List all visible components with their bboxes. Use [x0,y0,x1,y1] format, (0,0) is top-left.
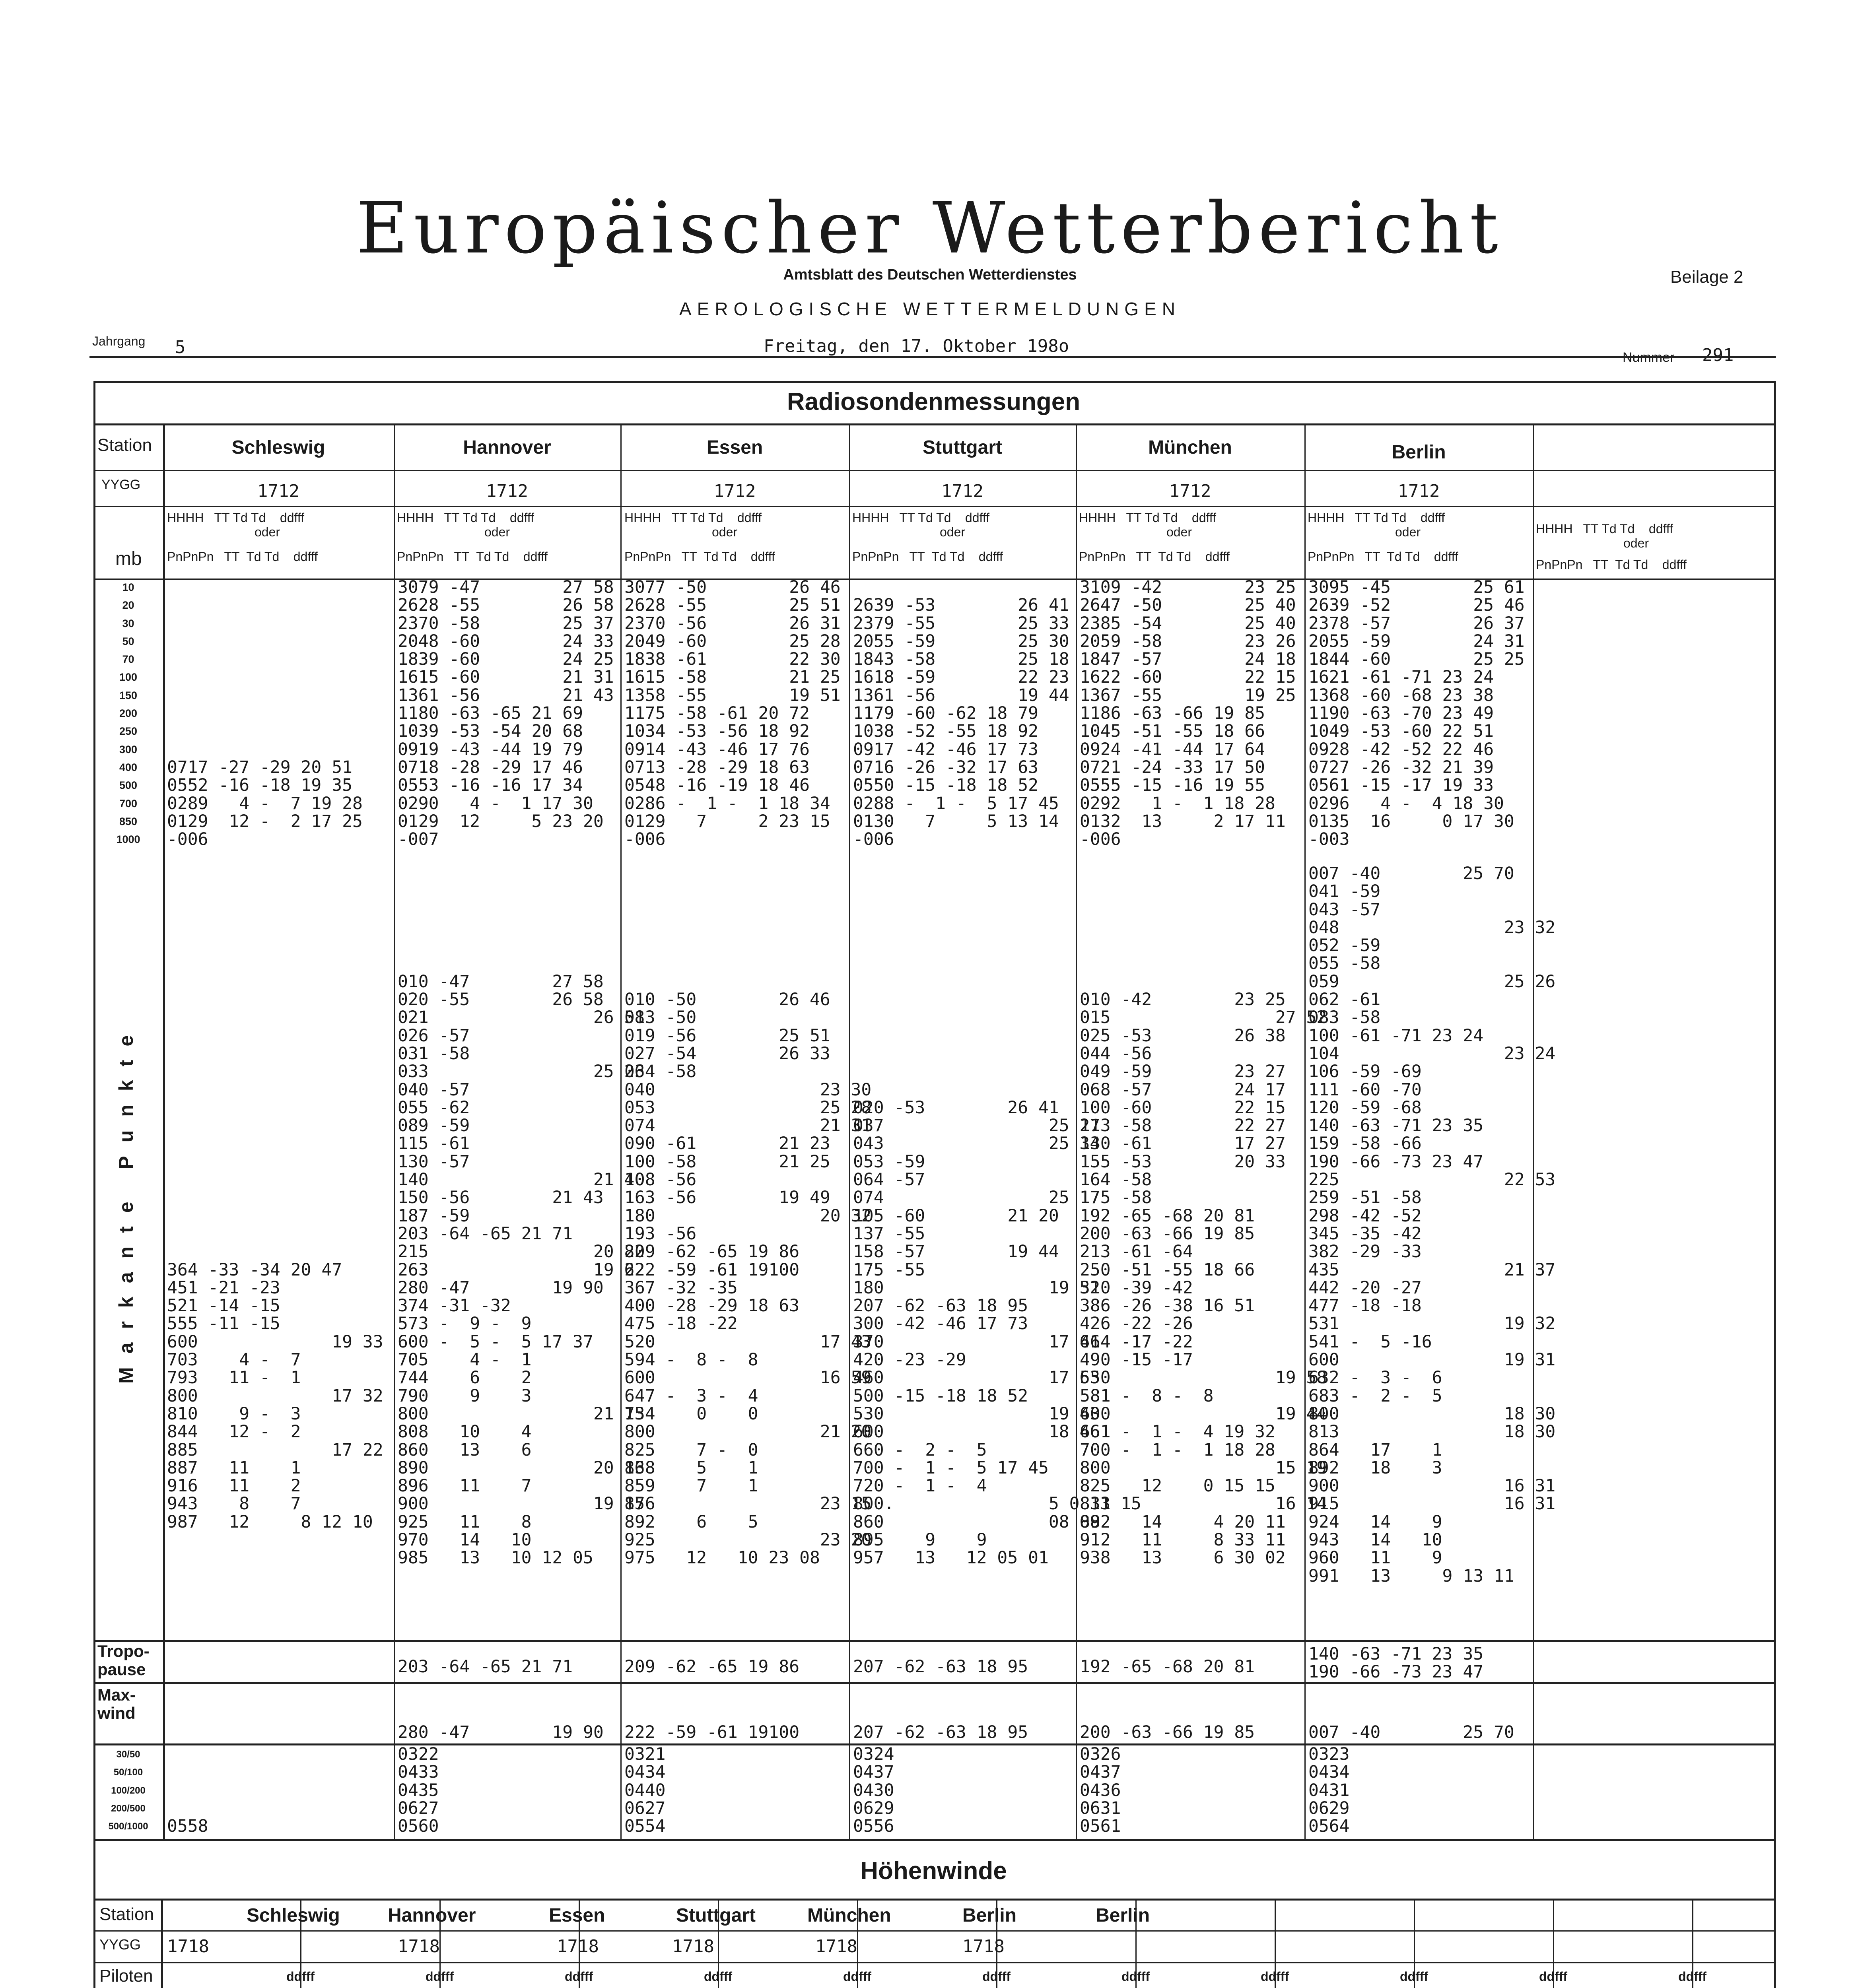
station-name: München [1148,437,1232,458]
table-border [93,1839,1776,1841]
ddfff-label: ddfff [1400,1969,1429,1984]
yygg-label: YYGG [99,1936,141,1953]
column-legend-bottom: PnPnPn TT Td Td ddfff [1536,557,1687,572]
marked-points-column: 010 -47 27 58 020 -55 26 58 021 26 58 026 -57 031 -58 033 25 26 040 -57 055 -62 089 -59 115 -61 130 -57 140 21 40 150 -56 21 43 187 -59 203 -64 -65 21 71 215 20 82 263 19 62 280 -47 19 90 374 -31 -32 573 - 9 - 9 600 - 5 - 5 17 37 705 4 - 1 744 6 2 790 9 3 800 21 15 808 10 4 860 13 6 890 20 16 896 11 7 900 19 15 925 11 8 970 14 10 985 13 10 12 05 [398,971,645,1568]
marked-points-label: Markante Punkte [115,1021,137,1384]
upper-winds-heading: Höhenwinde [860,1857,1007,1885]
sounding-column: 2639 -53 26 41 2379 -55 25 33 2055 -59 25 30 1843 -58 25 18 1618 -59 22 23 1361 -56 19 44 1179 -60 -62 18 79 1038 -52 -55 18 92 0917 -42 -46 17 73 0716 -26 -32 17 63 0550 -15 -18 18 52 0288 - 1 - 5 17 45 0130 7 5 13 14 -006 [853,595,1069,850]
yygg-value: 1718 [167,1936,209,1957]
tropopause-label: Tropo- pause [97,1642,150,1679]
publisher-line: Amtsblatt des Deutschen Wetterdienstes [783,266,1077,283]
shear-column: 0324 0437 0430 0629 0556 [853,1744,894,1837]
station-name: Berlin [962,1905,1017,1926]
column-legend-top: HHHH TT Td Td ddfff [1308,511,1445,525]
column-legend-bottom: PnPnPn TT Td Td ddfff [624,549,775,564]
yygg-value: 1718 [672,1936,714,1957]
station-label: Station [97,435,152,455]
marked-points-column: 010 -50 26 46 013 -50 019 -56 25 51 027 -54 26 33 034 -58 040 23 30 053 25 28 074 21 31 090 -61 21 23 100 -58 21 25 108 -56 163 -56 19 49 180 20 32 193 -56 209 -62 -65 19 86 222 -59 -61 19100 367 -32 -35 400 -28 -29 18 63 475 -18 -22 520 17 43 594 - 8 - 8 600 16 59 647 - 3 - 4 734 0 0 800 21 20 825 7 - 0 838 5 1 859 7 1 876 23 15 892 6 5 925 23 20 975 12 10 23 08 [624,990,872,1568]
column-legend-mid: oder [1623,536,1649,550]
yygg-label: YYGG [101,477,141,492]
ddfff-label: ddfff [1261,1969,1289,1984]
column-divider [161,1899,163,1988]
maxwind-value: 280 -47 19 90 [398,1722,604,1742]
ddfff-label: ddfff [286,1969,315,1984]
marked-points-column: 020 -53 26 41 037 25 27 043 25 34 053 -59 064 -57 074 25 17 105 -60 21 20 137 -55 158 -57 19 44 175 -55 180 19 52 207 -62 -63 18 95 300 -42 -46 17 73 370 17 61 420 -23 -29 460 17 63 500 -15 -18 18 52 530 19 43 600 18 46 660 - 2 - 5 700 - 1 - 5 17 45 720 - 1 - 4 800. 5 0 13 15 860 08 09 895 9 9 957 13 12 05 01 [853,1097,1141,1568]
column-legend-mid: oder [484,525,510,539]
marked-points-column: 007 -40 25 70 041 -59 043 -57 048 23 32 052 -59 055 -58 059 25 26 062 -61 083 -58 100 -61 -71 23 24 104 23 24 106 -59 -69 111 -60 -70 120 -59 -68 140 -63 -71 23 35 159 -58 -66 190 -66 -73 23 47 225 22 53 259 -51 -58 298 -42 -52 345 -35 -42 382 -29 -33 435 21 37 442 -20 -27 477 -18 -18 531 19 32 541 - 5 -16 600 19 31 632 - 3 - 6 683 - 2 - 5 800 18 30 813 18 30 864 17 1 892 18 3 900 16 31 915 16 31 924 14 9 943 14 10 960 11 9 991 13 9 13 11 [1308,864,1556,1586]
page-title: Europäischer Wetterbericht [356,187,1504,269]
tropopause-value: 207 -62 -63 18 95 [853,1657,1028,1677]
station-name: Stuttgart [923,437,1002,458]
yygg-value: 1712 [1397,481,1440,501]
table-border [93,1962,1776,1963]
table-border [93,1640,1776,1642]
yygg-value: 1712 [1169,481,1211,501]
station-name: Essen [549,1905,605,1926]
sounding-column: 3095 -45 25 61 2639 -52 25 46 2378 -57 26 37 2055 -59 24 31 1844 -60 25 25 1621 -61 -71 23 24 1368 -60 -68 23 38 1190 -63 -70 23 49 1049 -53 -60 22 51 0928 -42 -52 22 46 0727 -26 -32 21 39 0561 -15 -17 19 33 0296 4 - 4 18 30 0135 16 0 17 30 -003 [1308,577,1525,850]
station-name: Hannover [463,437,551,458]
maxwind-value: 222 -59 -61 19100 [624,1722,800,1742]
supplement-label: Beilage 2 [1670,267,1743,287]
mb-label: mb [115,548,142,569]
maxwind-value: 007 -40 25 70 [1308,1722,1514,1742]
jahrgang-value: 5 [175,337,186,357]
column-legend-top: HHHH TT Td Td ddfff [1079,511,1217,525]
pressure-levels: 10 20 30 50 70 100 150 200 250 300 400 500 700 850 1000 [116,581,140,846]
station-name: Berlin [1096,1905,1150,1926]
column-legend-mid: oder [712,525,738,539]
station-name: Stuttgart [676,1905,756,1926]
column-legend-top: HHHH TT Td Td ddfff [167,511,305,525]
ddfff-label: ddfff [1539,1969,1568,1984]
column-legend-mid: oder [1395,525,1421,539]
ddfff-label: ddfff [982,1969,1011,1984]
column-legend-top: HHHH TT Td Td ddfff [1536,522,1673,536]
sounding-column: 0717 -27 -29 20 51 0552 -16 -18 19 35 0289 4 - 7 19 28 0129 12 - 2 17 25 -006 [167,757,363,850]
station-label: Station [99,1905,154,1924]
table-border [93,1899,1776,1901]
ddfff-label: ddfff [704,1969,733,1984]
piloten-label: Piloten [99,1966,153,1986]
sounding-column: 3077 -50 26 46 2628 -55 25 51 2370 -56 26 31 2049 -60 25 28 1838 -61 22 30 1615 -58 21 25 1358 -55 19 51 1175 -58 -61 20 72 1034 -53 -56 18 92 0914 -43 -46 17 76 0713 -28 -29 18 63 0548 -16 -19 18 46 0286 - 1 - 1 18 34 0129 7 2 23 15 -006 [624,577,841,850]
sounding-column: 3079 -47 27 58 2628 -55 26 58 2370 -58 25 37 2048 -60 24 33 1839 -60 24 25 1615 -60 21 31 1361 -56 21 43 1180 -63 -65 21 69 1039 -53 -54 20 68 0919 -43 -44 19 79 0718 -28 -29 17 46 0553 -16 -16 17 34 0290 4 - 1 17 30 0129 12 5 23 20 -007 [398,577,614,850]
shear-column: 0323 0434 0431 0629 0564 [1308,1744,1350,1837]
table-border [93,470,1776,471]
tropopause-value: 192 -65 -68 20 81 [1080,1657,1255,1677]
column-divider [163,423,165,1839]
station-name: Essen [706,437,763,458]
station-name: München [807,1905,891,1926]
tropopause-value: 140 -63 -71 23 35 190 -66 -73 23 47 [1308,1644,1484,1682]
column-legend-bottom: PnPnPn TT Td Td ddfff [1308,549,1458,564]
station-name: Berlin [1392,442,1446,463]
section-title: AEROLOGISCHE WETTERMELDUNGEN [679,299,1181,319]
column-legend-bottom: PnPnPn TT Td Td ddfff [852,549,1003,564]
yygg-value: 1712 [257,481,299,501]
column-divider [394,423,395,1839]
ddfff-label: ddfff [1678,1969,1707,1984]
table-border [1774,1839,1776,1988]
column-legend-mid: oder [1166,525,1192,539]
table-border [1774,381,1776,1839]
table-border [93,1930,1776,1932]
maxwind-label: Max- wind [97,1685,136,1722]
table-border [93,1743,1776,1745]
yygg-value: 1718 [962,1936,1005,1957]
tropopause-value: 203 -64 -65 21 71 [398,1657,573,1677]
yygg-value: 1718 [815,1936,857,1957]
tropopause-value: 209 -62 -65 19 86 [624,1657,800,1677]
column-legend-top: HHHH TT Td Td ddfff [624,511,762,525]
shear-column: 0321 0434 0440 0627 0554 [624,1744,666,1837]
column-legend-bottom: PnPnPn TT Td Td ddfff [1079,549,1230,564]
yygg-value: 1718 [398,1936,440,1957]
yygg-value: 1718 [557,1936,599,1957]
nummer-label: Nummer [1623,350,1675,365]
sounding-column: 3109 -42 23 25 2647 -50 25 40 2385 -54 25 40 2059 -58 23 26 1847 -57 24 18 1622 -60 22 15 1367 -55 19 25 1186 -63 -66 19 85 1045 -51 -55 18 66 0924 -41 -44 17 64 0721 -24 -33 17 50 0555 -15 -16 19 55 0292 1 - 1 18 28 0132 13 2 17 11 -006 [1080,577,1296,850]
ddfff-label: ddfff [843,1969,872,1984]
marked-points-column: 010 -42 23 25 015 27 52 025 -53 26 38 044 -56 049 -59 23 27 068 -57 24 17 100 -60 22 15 113 -58 22 27 130 -61 17 27 155 -53 20 33 164 -58 175 -58 192 -65 -68 20 81 200 -63 -66 19 85 213 -61 -64 250 -51 -55 18 66 310 -39 -42 386 -26 -38 16 51 426 -22 -26 464 -17 -22 490 -15 -17 550 19 58 581 - 8 - 8 600 19 44 661 - 1 - 4 19 32 700 - 1 - 1 18 28 800 15 19 825 12 0 15 15 831 16 14 882 14 4 20 11 912 11 8 33 11 938 13 6 30 02 [1080,990,1327,1568]
station-name: Hannover [388,1905,476,1926]
shear-column: 0326 0437 0436 0631 0561 [1080,1744,1121,1837]
shear-layer-labels: 30/50 50/100 100/200 200/500 500/1000 [108,1749,148,1832]
station-name: Schleswig [231,437,325,458]
maxwind-value: 200 -63 -66 19 85 [1080,1722,1255,1742]
maxwind-value: 207 -62 -63 18 95 [853,1722,1028,1742]
radiosonde-heading: Radiosondenmessungen [787,388,1081,415]
yygg-value: 1712 [941,481,983,501]
column-legend-top: HHHH TT Td Td ddfff [852,511,990,525]
jahrgang-label: Jahrgang [92,334,146,348]
yygg-value: 1712 [486,481,528,501]
yygg-value: 1712 [713,481,756,501]
shear-column: 0322 0433 0435 0627 0560 [398,1744,439,1837]
station-name: Schleswig [247,1905,340,1926]
column-legend-top: HHHH TT Td Td ddfff [397,511,534,525]
masthead-rule [89,356,1776,358]
ddfff-label: ddfff [565,1969,593,1984]
issue-date: Freitag, den 17. Oktober 198o [764,336,1069,356]
column-legend-mid: oder [940,525,966,539]
table-border [93,423,1776,425]
table-border [93,381,1776,383]
ddfff-label: ddfff [426,1969,454,1984]
table-border [93,1682,1776,1684]
nummer-value: 291 [1702,345,1734,365]
column-legend-mid: oder [255,525,280,539]
table-border [93,506,1776,507]
shear-column: 0558 [167,1816,208,1837]
column-legend-bottom: PnPnPn TT Td Td ddfff [167,549,318,564]
column-legend-bottom: PnPnPn TT Td Td ddfff [397,549,548,564]
ddfff-label: ddfff [1121,1969,1150,1984]
marked-points-column: 364 -33 -34 20 47 451 -21 -23 521 -14 -15 555 -11 -15 600 19 33 703 4 - 7 793 11 - 1 800 17 32 810 9 - 3 844 12 - 2 885 17 22 887 11 1 916 11 2 943 8 7 987 12 8 12 10 [167,1260,383,1532]
